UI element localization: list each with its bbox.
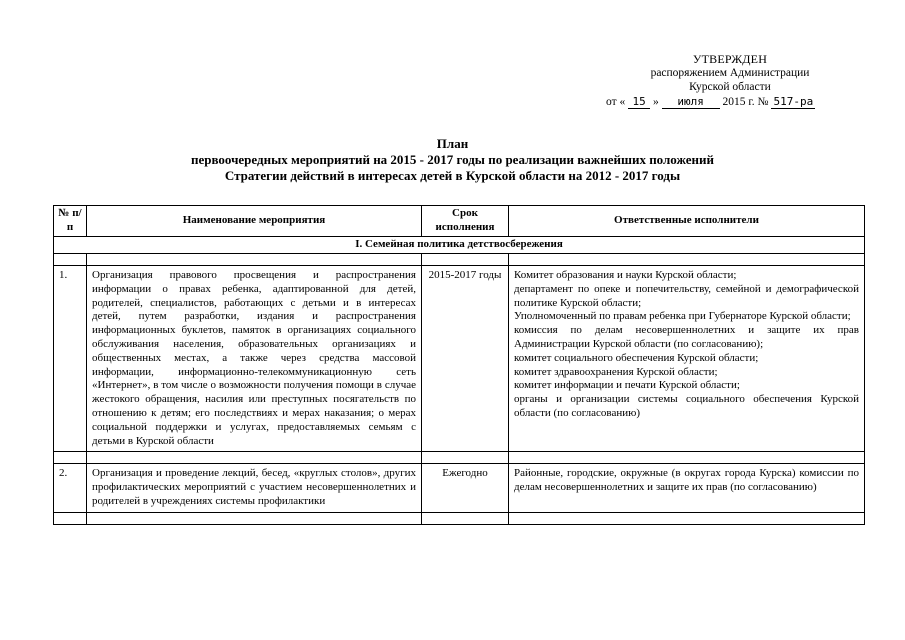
- row-term: Ежегодно: [422, 464, 509, 512]
- approval-date: [600, 95, 860, 109]
- spacer-row: [54, 512, 865, 524]
- responsible-item: департамент по опеке и попечительству, семейной и демографической политике Курской области;: [514, 282, 859, 309]
- plan-heading: [60, 136, 845, 184]
- responsible-item: Комитет образования и науки Курской области;: [514, 269, 737, 281]
- decree-number: 517-ра: [771, 95, 815, 109]
- plan-subtitle-2: Стратегии действий в интересах детей в Курской области на 2012 - 2017 годы: [224, 168, 681, 183]
- responsible-item: комитет здравоохранения Курской области;: [514, 365, 718, 378]
- date-year: 2015 г. №: [722, 96, 769, 108]
- responsible-item: комитет социального обеспечения Курской области;: [514, 351, 759, 364]
- responsible-item: Уполномоченный по правам ребенка при Губернаторе Курской области;: [514, 310, 851, 323]
- plan-title: План: [436, 136, 469, 151]
- date-month: июля: [662, 95, 720, 109]
- row-responsible: [509, 464, 865, 512]
- header-responsible: Ответственные исполнители: [509, 206, 865, 237]
- section-title: I. Семейная политика детствосбережения: [54, 237, 865, 254]
- row-term: 2015-2017 годы: [422, 266, 509, 452]
- plan-subtitle-1: первоочередных мероприятий на 2015 - 2017 годы по реализации важнейших положений: [191, 152, 714, 167]
- row-num: 1.: [54, 266, 87, 452]
- header-name: Наименование мероприятия: [87, 206, 422, 237]
- responsible-item: Районные, городские, окружные (в округах города Курска) комиссии по делам несовершеннолетних и защите их прав (по согласованию): [514, 467, 859, 494]
- header-num: № п/п: [54, 206, 87, 237]
- spacer-row: [54, 254, 865, 266]
- responsible-item: органы и организации системы социального обеспечения Курской области (по согласованию): [514, 393, 859, 419]
- measures-table: [53, 205, 865, 525]
- table-row: [54, 464, 865, 512]
- approval-stamp: [600, 52, 860, 109]
- date-prefix: от «: [606, 96, 626, 108]
- row-name: Организация и проведение лекций, бесед, «круглых столов», других профилактических мероприятий с участием несовершеннолетних и родителей в учреждениях системы профилактики: [87, 464, 422, 512]
- table-row: [54, 266, 865, 452]
- spacer-row: [54, 452, 865, 464]
- approval-line1: распоряжением Администрации: [650, 67, 810, 79]
- table-header-row: [54, 206, 865, 237]
- responsible-item: комитет информации и печати Курской области;: [514, 379, 740, 392]
- date-sep: »: [653, 96, 659, 108]
- row-responsible: [509, 266, 865, 452]
- approval-line2: Курской области: [689, 81, 771, 93]
- row-name: Организация правового просвещения и распространения информации о правах ребенка, адаптированной для детей, родителей, специалистов, работающих с детьми и в интересах детей, путем разработки, издания и распространения информационных буклетов, памяток в организациях социального обслуживания населения, образовательных организациях и общественных местах, а также через средства массовой информации, информационно-телекоммуникационную сеть «Интернет», в том числе о возможности получения помощи в случае жестокого обращения, насилия или преступных посягательств по отношению к детям; его последствиях и мерах наказания; о мерах социальной поддержки и услугах, предоставляемых семьям с детьми в Курской области: [87, 266, 422, 452]
- row-num: 2.: [54, 464, 87, 512]
- date-day: 15: [628, 95, 650, 109]
- section-row: [54, 237, 865, 254]
- header-term: Срок исполнения: [422, 206, 509, 237]
- responsible-item: комиссия по делам несовершеннолетних и защите их прав Администрации Курской области (по согласованию);: [514, 324, 859, 350]
- approval-title: УТВЕРЖДЕН: [692, 52, 768, 66]
